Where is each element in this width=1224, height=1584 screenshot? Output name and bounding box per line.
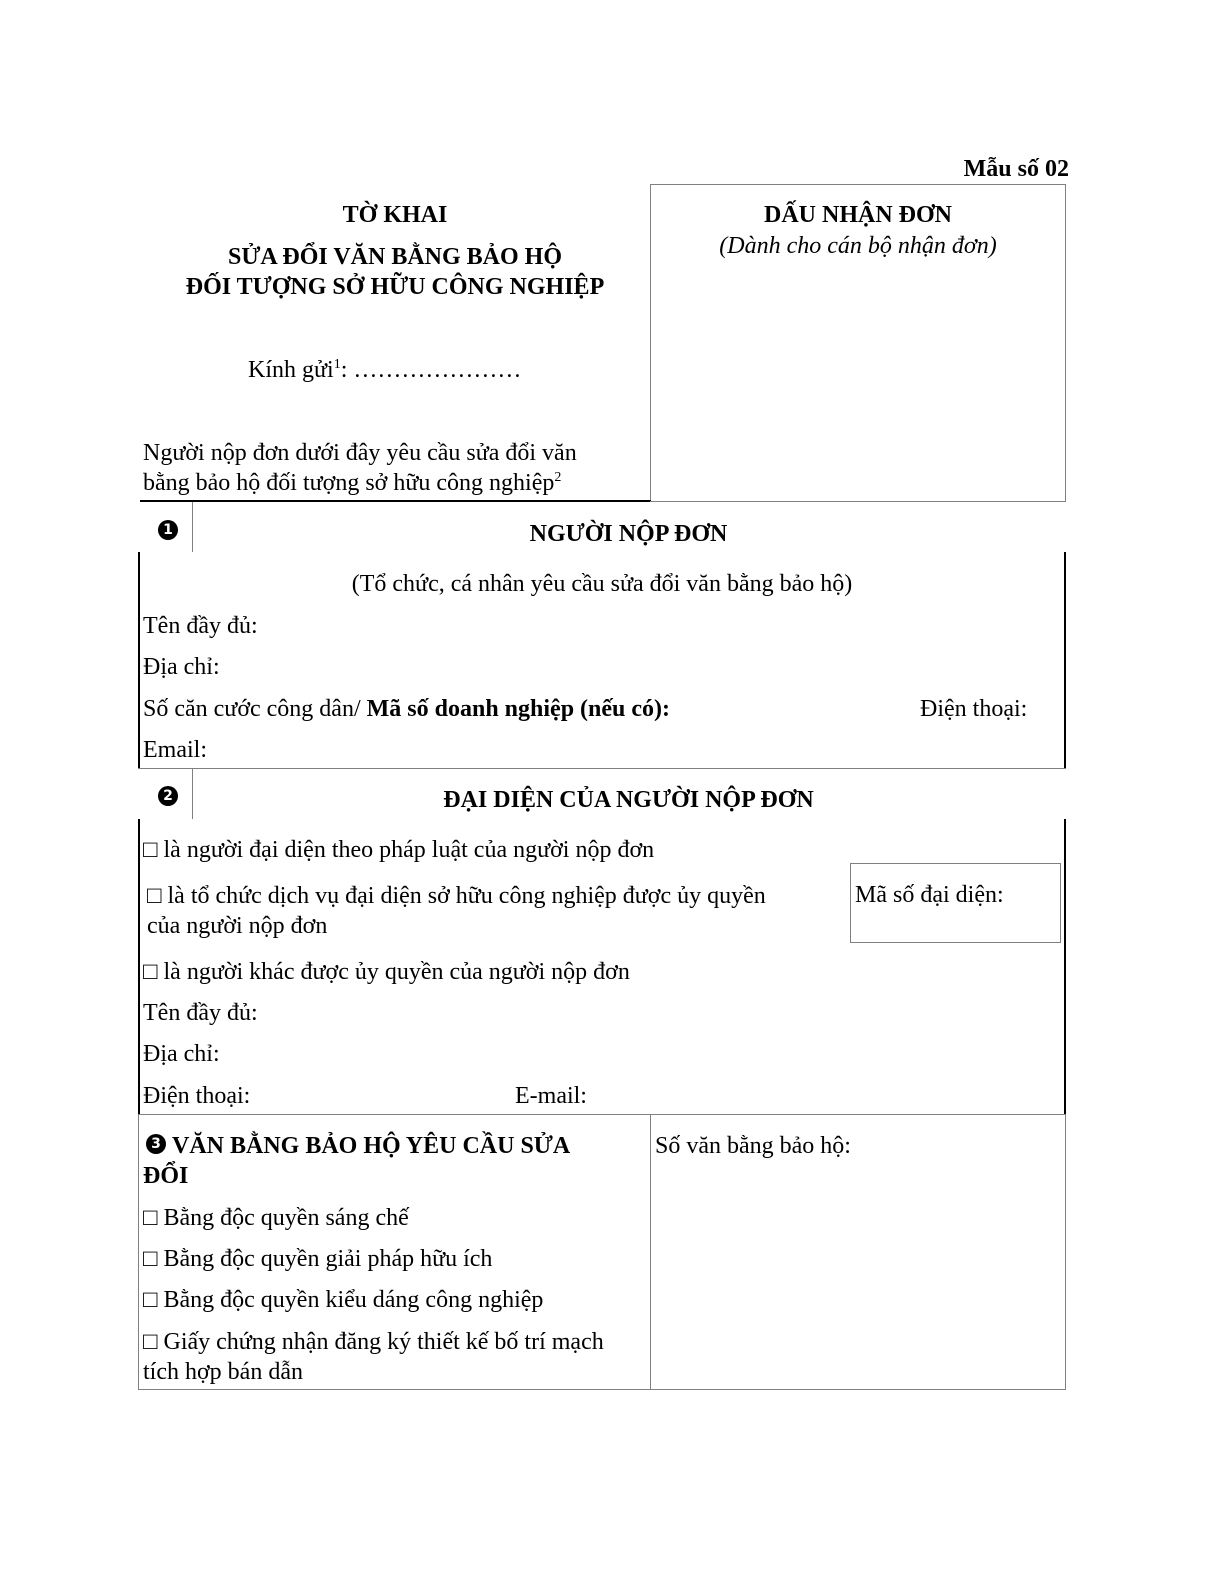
form-subtitle-2: ĐỐI TƯỢNG SỞ HỮU CÔNG NGHIỆP	[185, 274, 605, 300]
intro-line-1: Người nộp đơn dưới đây yêu cầu sửa đổi văn	[143, 440, 577, 466]
cert-option-patent[interactable]: □ Bằng độc quyền sáng chế	[143, 1205, 409, 1231]
applicant-id-field[interactable]: Số căn cước công dân/ Mã số doanh nghiệp (nếu có):	[143, 696, 671, 722]
recipient-line	[248, 355, 521, 385]
section1-right-border	[1064, 552, 1066, 768]
section3-right-border	[1065, 1114, 1066, 1389]
section2-right-border	[1064, 819, 1066, 1114]
cert-option-layout[interactable]: □ Giấy chứng nhận đăng ký thiết kế bố trí mạch	[143, 1329, 604, 1355]
applicant-address-field[interactable]: Địa chỉ:	[143, 654, 220, 680]
rep-name-field[interactable]: Tên đầy đủ:	[143, 1000, 258, 1026]
rep-option-ip-agency[interactable]: □ là tổ chức dịch vụ đại diện sở hữu công nghiệp được ủy quyền	[147, 883, 766, 909]
section3-left-border	[138, 1114, 139, 1389]
form-subtitle-1: SỬA ĐỔI VĂN BẰNG BẢO HỘ	[227, 244, 563, 270]
header-bottom-border	[140, 500, 651, 502]
section1-title: NGƯỜI NỘP ĐƠN	[529, 521, 728, 547]
section3-title-cont: ĐỔI	[143, 1163, 189, 1189]
cert-option-design[interactable]: □ Bằng độc quyền kiểu dáng công nghiệp	[143, 1287, 544, 1313]
certificate-number-field[interactable]: Số văn bằng bảo hộ:	[655, 1133, 851, 1159]
footnote-1: 1	[333, 357, 341, 372]
section3-middle-border	[650, 1114, 651, 1389]
section1-note: (Tổ chức, cá nhân yêu cầu sửa đổi văn bằng bảo hộ)	[351, 571, 853, 597]
section2-bottom-border	[138, 1114, 1066, 1115]
stamp-bottom-border	[650, 501, 1066, 502]
section3-number-icon: 3	[146, 1134, 166, 1154]
rep-email-field[interactable]: E-mail:	[515, 1083, 587, 1109]
intro-line-2: bằng bảo hộ đối tượng sở hữu công nghiệp$^2$	[143, 470, 562, 496]
stamp-title: DẤU NHẬN ĐƠN	[764, 202, 952, 228]
rep-option-other[interactable]: □ là người khác được ủy quyền của người nộp đơn	[143, 959, 630, 985]
cert-option-layout-cont: tích hợp bán dẫn	[143, 1359, 303, 1385]
applicant-name-field[interactable]: Tên đầy đủ:	[143, 613, 258, 639]
rep-phone-field[interactable]: Điện thoại:	[143, 1083, 251, 1109]
section2-number-icon: 2	[158, 786, 178, 806]
applicant-phone-field[interactable]: Điện thoại:	[920, 696, 1028, 722]
rep-option-ip-agency-cont: của người nộp đơn	[147, 913, 328, 939]
rep-address-field[interactable]: Địa chỉ:	[143, 1041, 220, 1067]
stamp-box-top-border	[650, 184, 1066, 185]
section2-title: ĐẠI DIỆN CỦA NGƯỜI NỘP ĐƠN	[443, 787, 814, 813]
rep-code-label: Mã số đại diện:	[855, 882, 1004, 908]
section1-number-icon: 1	[158, 520, 178, 540]
cert-option-utility[interactable]: □ Bằng độc quyền giải pháp hữu ích	[143, 1246, 493, 1272]
recipient-field[interactable]: : …………………	[340, 357, 522, 383]
form-title: TỜ KHAI	[342, 202, 448, 228]
section3-bottom-border	[138, 1389, 1066, 1390]
stamp-note: (Dành cho cán bộ nhận đơn)	[719, 233, 997, 259]
rep-option-legal[interactable]: □ là người đại diện theo pháp luật của người nộp đơn	[143, 837, 655, 863]
section1-bottom-border	[138, 768, 1066, 769]
recipient-label: Kính gửi	[248, 357, 334, 383]
footnote-2: 2	[554, 470, 562, 485]
applicant-email-field[interactable]: Email:	[143, 737, 207, 763]
section2-left-border	[138, 819, 140, 1114]
section3-title: VĂN BẰNG BẢO HỘ YÊU CẦU SỬA	[172, 1133, 571, 1159]
rep-code-box[interactable]	[850, 863, 1061, 943]
form-number: Mẫu số 02	[963, 156, 1069, 182]
